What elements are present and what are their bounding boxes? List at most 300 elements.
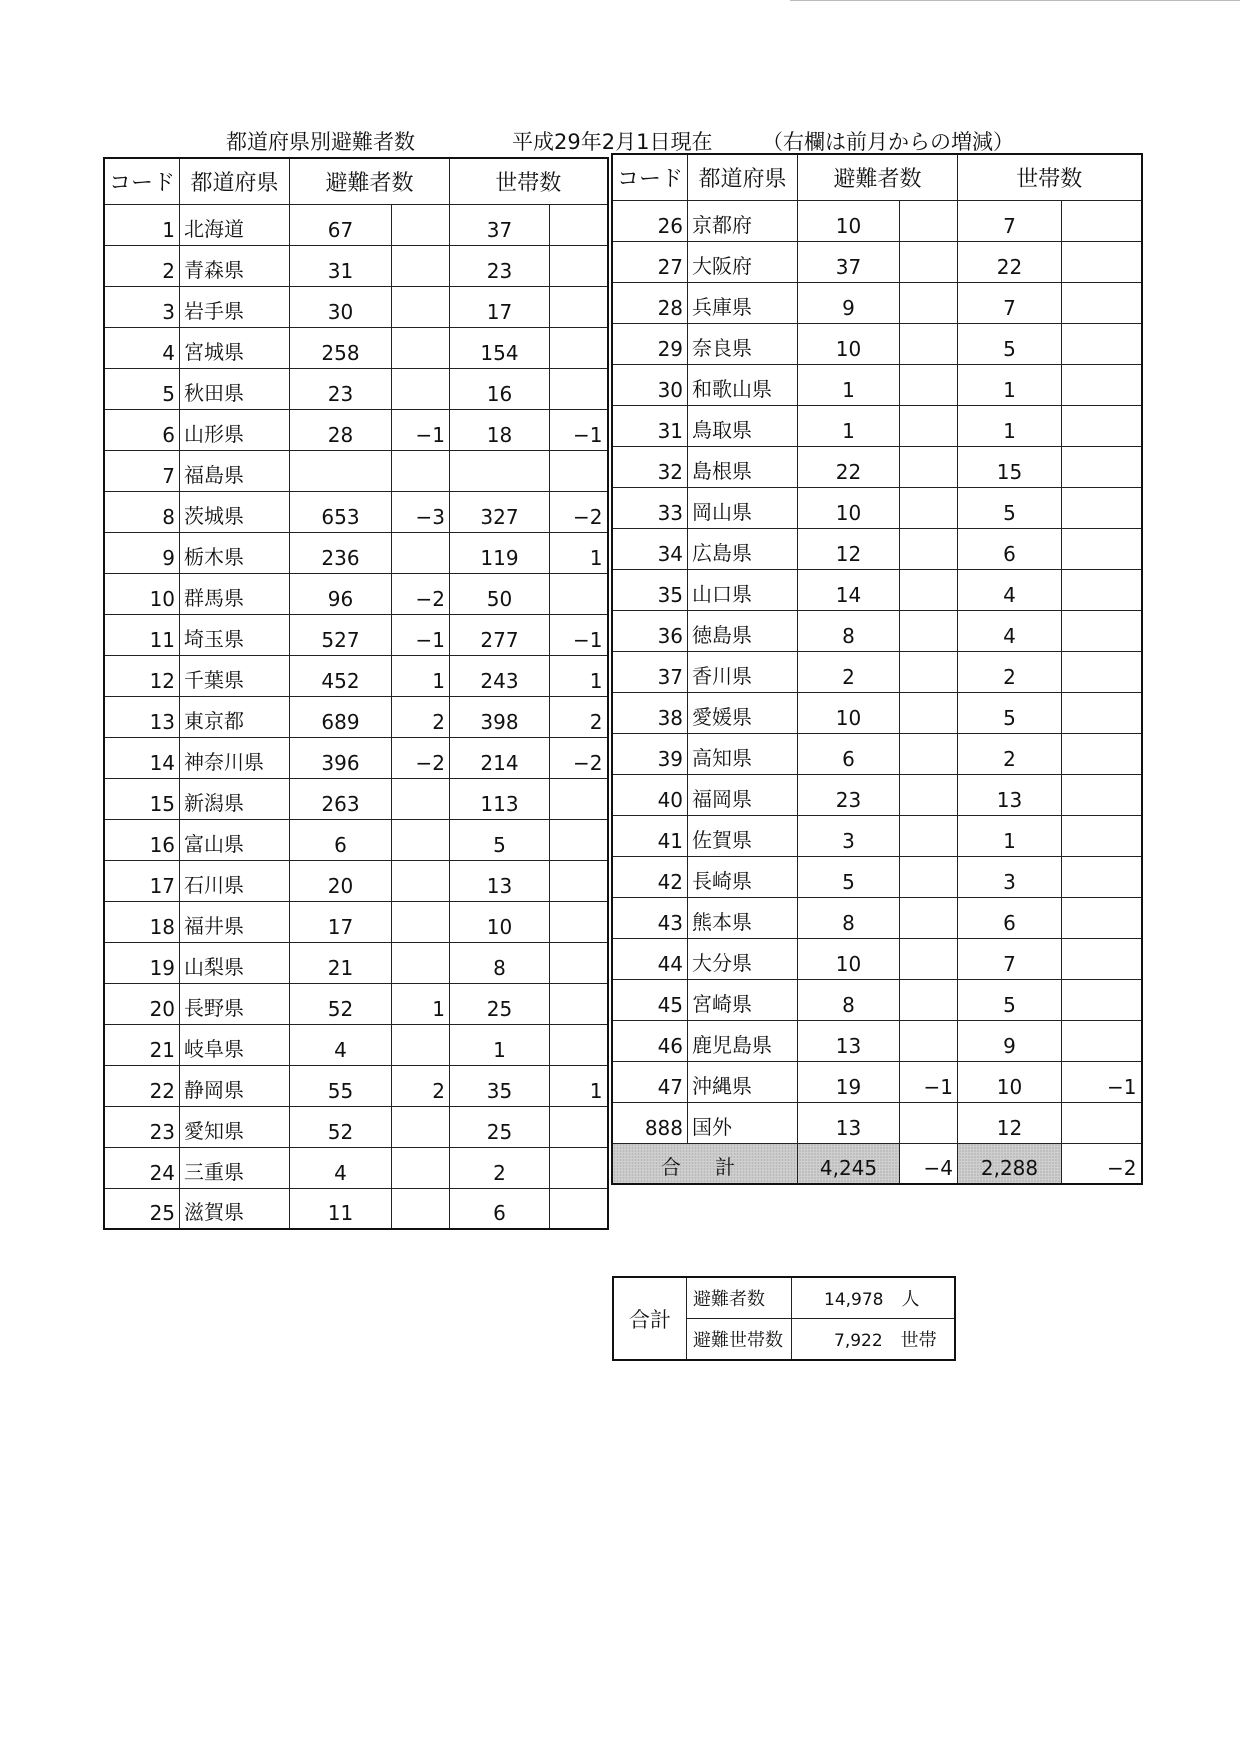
evacuees-change-cell: 1 [392, 655, 450, 696]
households-cell: 6 [958, 897, 1062, 938]
households-change-cell [550, 573, 608, 614]
code-cell: 31 [612, 405, 688, 446]
households-change-cell [1062, 364, 1142, 405]
evacuees-change-cell: 2 [392, 696, 450, 737]
table-row [104, 983, 608, 1024]
grand-total-households-label: 避難世帯数 [687, 1319, 792, 1361]
prefecture-cell: 青森県 [180, 245, 290, 286]
evacuees-cell: 67 [290, 204, 392, 245]
households-cell: 6 [958, 528, 1062, 569]
table-row [612, 364, 1142, 405]
evacuees-cell: 6 [798, 733, 900, 774]
code-cell: 38 [612, 692, 688, 733]
evacuees-change-cell [392, 1106, 450, 1147]
evacuees-cell: 10 [798, 692, 900, 733]
evacuees-change-cell [392, 1024, 450, 1065]
households-change-cell [1062, 1102, 1142, 1143]
households-change-cell: −1 [550, 409, 608, 450]
prefecture-cell: 鳥取県 [688, 405, 798, 446]
code-cell: 13 [104, 696, 180, 737]
prefecture-cell: 奈良県 [688, 323, 798, 364]
evacuees-change-cell [900, 282, 958, 323]
table-row [612, 446, 1142, 487]
table-row [104, 614, 608, 655]
evacuees-change-cell [900, 569, 958, 610]
households-change-cell: 1 [550, 1065, 608, 1106]
evacuees-cell: 4 [290, 1147, 392, 1188]
households-cell: 154 [450, 327, 550, 368]
evacuees-change-cell: −2 [392, 573, 450, 614]
households-cell: 35 [450, 1065, 550, 1106]
code-cell: 12 [104, 655, 180, 696]
code-cell: 16 [104, 819, 180, 860]
table-row [104, 696, 608, 737]
households-cell: 1 [450, 1024, 550, 1065]
evacuees-cell: 6 [290, 819, 392, 860]
evacuees-change-cell [900, 1020, 958, 1061]
evacuees-change-cell [392, 286, 450, 327]
table-row [612, 692, 1142, 733]
households-cell: 13 [958, 774, 1062, 815]
households-cell: 25 [450, 1106, 550, 1147]
households-cell: 5 [958, 487, 1062, 528]
households-change-cell [1062, 1020, 1142, 1061]
households-change-cell [550, 860, 608, 901]
prefecture-cell: 滋賀県 [180, 1188, 290, 1229]
households-change-cell: 2 [550, 696, 608, 737]
households-change-cell [550, 286, 608, 327]
prefecture-cell: 島根県 [688, 446, 798, 487]
evacuees-change-cell [900, 610, 958, 651]
table-row [612, 323, 1142, 364]
grand-total-evacuees-cell [792, 1277, 956, 1319]
code-cell: 9 [104, 532, 180, 573]
code-cell: 40 [612, 774, 688, 815]
evacuees-cell: 30 [290, 286, 392, 327]
prefecture-cell: 富山県 [180, 819, 290, 860]
scan-edge-line [790, 0, 1240, 1]
right-prefecture-table [611, 153, 1143, 1185]
document-header [0, 126, 1240, 156]
prefecture-cell: 東京都 [180, 696, 290, 737]
table-row [104, 1147, 608, 1188]
table-row [612, 487, 1142, 528]
document-title: 都道府県別避難者数 [226, 130, 415, 154]
evacuees-cell: 11 [290, 1188, 392, 1229]
prefecture-cell: 千葉県 [180, 655, 290, 696]
households-change-cell [550, 368, 608, 409]
households-cell: 5 [958, 323, 1062, 364]
prefecture-cell: 岐阜県 [180, 1024, 290, 1065]
evacuees-change-cell [392, 532, 450, 573]
households-cell: 8 [450, 942, 550, 983]
evacuees-change-cell [392, 860, 450, 901]
grand-total-households-value: 7,922 [834, 1331, 883, 1351]
households-cell: 277 [450, 614, 550, 655]
evacuees-cell: 14 [798, 569, 900, 610]
evacuees-cell: 31 [290, 245, 392, 286]
households-change-cell [1062, 241, 1142, 282]
prefecture-cell: 栃木県 [180, 532, 290, 573]
evacuees-change-cell [392, 368, 450, 409]
code-cell: 19 [104, 942, 180, 983]
table-row [612, 241, 1142, 282]
evacuees-change-cell: −2 [392, 737, 450, 778]
code-cell: 11 [104, 614, 180, 655]
evacuees-change-cell [392, 245, 450, 286]
code-cell: 23 [104, 1106, 180, 1147]
households-change-cell [550, 901, 608, 942]
households-change-cell [550, 1188, 608, 1229]
table-row [612, 282, 1142, 323]
table-row [104, 942, 608, 983]
header-evacuees: 避難者数 [290, 158, 450, 204]
evacuees-cell: 23 [290, 368, 392, 409]
evacuees-change-cell [900, 1102, 958, 1143]
prefecture-cell: 茨城県 [180, 491, 290, 532]
grand-total-evacuees-value: 14,978 [824, 1290, 884, 1310]
households-change-cell [1062, 692, 1142, 733]
evacuees-change-cell [392, 1147, 450, 1188]
evacuees-cell: 23 [798, 774, 900, 815]
evacuees-cell: 20 [290, 860, 392, 901]
households-change-cell [1062, 282, 1142, 323]
households-cell: 2 [958, 651, 1062, 692]
code-cell: 28 [612, 282, 688, 323]
table-row [612, 651, 1142, 692]
prefecture-cell: 鹿児島県 [688, 1020, 798, 1061]
code-cell: 10 [104, 573, 180, 614]
table-row [104, 491, 608, 532]
left-prefecture-table [103, 157, 609, 1230]
table-row [612, 979, 1142, 1020]
evacuees-change-cell: 2 [392, 1065, 450, 1106]
evacuees-cell: 10 [798, 323, 900, 364]
households-cell: 17 [450, 286, 550, 327]
households-cell: 25 [450, 983, 550, 1024]
document-note: （右欄は前月からの増減） [762, 130, 1014, 154]
evacuees-cell: 527 [290, 614, 392, 655]
table-row [612, 1020, 1142, 1061]
right-table-body [612, 200, 1142, 1143]
prefecture-cell: 岩手県 [180, 286, 290, 327]
evacuees-cell: 653 [290, 491, 392, 532]
households-cell: 214 [450, 737, 550, 778]
evacuees-change-cell [900, 241, 958, 282]
prefecture-cell: 福岡県 [688, 774, 798, 815]
evacuees-cell: 689 [290, 696, 392, 737]
households-change-cell [1062, 897, 1142, 938]
households-cell: 398 [450, 696, 550, 737]
subtotal-households-change: −2 [1062, 1143, 1142, 1184]
table-row [104, 368, 608, 409]
evacuees-change-cell [900, 323, 958, 364]
prefecture-cell: 埼玉県 [180, 614, 290, 655]
evacuees-cell: 452 [290, 655, 392, 696]
households-cell: 18 [450, 409, 550, 450]
prefecture-cell: 広島県 [688, 528, 798, 569]
header-prefecture: 都道府県 [688, 154, 798, 200]
evacuees-change-cell: −1 [900, 1061, 958, 1102]
households-change-cell: −1 [550, 614, 608, 655]
code-cell: 43 [612, 897, 688, 938]
evacuees-change-cell [900, 897, 958, 938]
households-change-cell: −2 [550, 737, 608, 778]
evacuees-cell: 37 [798, 241, 900, 282]
table-row [104, 1106, 608, 1147]
code-cell: 1 [104, 204, 180, 245]
subtotal-label: 合 計 [612, 1143, 798, 1184]
table-row [104, 860, 608, 901]
households-change-cell [1062, 569, 1142, 610]
households-change-cell [1062, 610, 1142, 651]
code-cell: 33 [612, 487, 688, 528]
left-table-body [104, 204, 608, 1229]
households-cell: 10 [958, 1061, 1062, 1102]
table-row [104, 1188, 608, 1229]
prefecture-cell: 徳島県 [688, 610, 798, 651]
evacuees-cell: 17 [290, 901, 392, 942]
grand-total-label: 合計 [613, 1277, 687, 1360]
evacuees-cell: 8 [798, 897, 900, 938]
evacuees-change-cell [900, 487, 958, 528]
prefecture-cell: 佐賀県 [688, 815, 798, 856]
households-change-cell [550, 819, 608, 860]
prefecture-cell: 熊本県 [688, 897, 798, 938]
households-cell: 2 [958, 733, 1062, 774]
households-cell: 243 [450, 655, 550, 696]
code-cell: 4 [104, 327, 180, 368]
households-cell: 23 [450, 245, 550, 286]
code-cell: 30 [612, 364, 688, 405]
households-change-cell [550, 778, 608, 819]
households-change-cell: 1 [550, 655, 608, 696]
evacuees-change-cell [392, 1188, 450, 1229]
households-cell: 13 [450, 860, 550, 901]
prefecture-cell: 山形県 [180, 409, 290, 450]
households-change-cell [550, 1147, 608, 1188]
prefecture-cell: 宮崎県 [688, 979, 798, 1020]
table-row [104, 778, 608, 819]
evacuees-cell: 236 [290, 532, 392, 573]
header-code: コード [104, 158, 180, 204]
table-header-row [612, 154, 1142, 200]
households-cell: 2 [450, 1147, 550, 1188]
table-row [104, 532, 608, 573]
header-evacuees: 避難者数 [798, 154, 958, 200]
evacuees-cell: 21 [290, 942, 392, 983]
households-cell: 1 [958, 815, 1062, 856]
prefecture-cell: 岡山県 [688, 487, 798, 528]
households-cell: 10 [450, 901, 550, 942]
households-change-cell [550, 245, 608, 286]
grand-total-evacuees-unit: 人 [901, 1289, 920, 1310]
households-cell: 1 [958, 364, 1062, 405]
evacuees-change-cell [900, 938, 958, 979]
households-change-cell [1062, 528, 1142, 569]
table-row [104, 1024, 608, 1065]
evacuees-cell: 12 [798, 528, 900, 569]
households-cell: 9 [958, 1020, 1062, 1061]
table-row [612, 733, 1142, 774]
households-change-cell [1062, 733, 1142, 774]
evacuees-change-cell [900, 815, 958, 856]
code-cell: 888 [612, 1102, 688, 1143]
prefecture-cell: 香川県 [688, 651, 798, 692]
households-change-cell [550, 1024, 608, 1065]
grand-total-households-cell [792, 1319, 956, 1361]
households-cell: 7 [958, 282, 1062, 323]
table-row [104, 286, 608, 327]
table-row [612, 774, 1142, 815]
code-cell: 22 [104, 1065, 180, 1106]
prefecture-cell: 兵庫県 [688, 282, 798, 323]
evacuees-change-cell [392, 204, 450, 245]
evacuees-cell: 28 [290, 409, 392, 450]
evacuees-cell: 258 [290, 327, 392, 368]
prefecture-cell: 大分県 [688, 938, 798, 979]
header-households: 世帯数 [958, 154, 1142, 200]
grand-total-evacuees-label: 避難者数 [687, 1277, 792, 1319]
code-cell: 29 [612, 323, 688, 364]
households-cell: 6 [450, 1188, 550, 1229]
prefecture-cell: 長崎県 [688, 856, 798, 897]
table-row [612, 815, 1142, 856]
table-row [104, 901, 608, 942]
households-change-cell [550, 983, 608, 1024]
households-cell [450, 450, 550, 491]
table-row [104, 450, 608, 491]
prefecture-cell: 秋田県 [180, 368, 290, 409]
evacuees-cell: 8 [798, 610, 900, 651]
evacuees-change-cell [900, 446, 958, 487]
code-cell: 5 [104, 368, 180, 409]
evacuees-cell: 10 [798, 938, 900, 979]
households-change-cell: −1 [1062, 1061, 1142, 1102]
prefecture-cell: 山口県 [688, 569, 798, 610]
households-cell: 4 [958, 610, 1062, 651]
subtotal-evacuees: 4,245 [798, 1143, 900, 1184]
evacuees-change-cell [900, 979, 958, 1020]
table-row [104, 204, 608, 245]
households-change-cell [1062, 938, 1142, 979]
code-cell: 15 [104, 778, 180, 819]
evacuees-cell: 9 [798, 282, 900, 323]
table-row [612, 200, 1142, 241]
evacuees-cell: 2 [798, 651, 900, 692]
evacuees-change-cell [900, 364, 958, 405]
prefecture-cell: 国外 [688, 1102, 798, 1143]
evacuees-cell: 3 [798, 815, 900, 856]
evacuees-cell: 55 [290, 1065, 392, 1106]
households-change-cell [550, 450, 608, 491]
table-row [612, 610, 1142, 651]
table-row [104, 409, 608, 450]
households-change-cell [1062, 856, 1142, 897]
code-cell: 41 [612, 815, 688, 856]
households-cell: 15 [958, 446, 1062, 487]
evacuees-cell: 19 [798, 1061, 900, 1102]
evacuees-change-cell [392, 778, 450, 819]
table-row [612, 528, 1142, 569]
households-cell: 7 [958, 200, 1062, 241]
evacuees-cell: 10 [798, 487, 900, 528]
households-change-cell [1062, 651, 1142, 692]
evacuees-cell: 4 [290, 1024, 392, 1065]
prefecture-cell: 新潟県 [180, 778, 290, 819]
table-row [104, 655, 608, 696]
households-change-cell [1062, 446, 1142, 487]
code-cell: 47 [612, 1061, 688, 1102]
code-cell: 39 [612, 733, 688, 774]
prefecture-cell: 三重県 [180, 1147, 290, 1188]
code-cell: 26 [612, 200, 688, 241]
code-cell: 25 [104, 1188, 180, 1229]
evacuees-change-cell [392, 901, 450, 942]
code-cell: 37 [612, 651, 688, 692]
prefecture-cell: 静岡県 [180, 1065, 290, 1106]
code-cell: 35 [612, 569, 688, 610]
households-cell: 37 [450, 204, 550, 245]
code-cell: 45 [612, 979, 688, 1020]
grand-total-households-unit: 世帯 [900, 1330, 937, 1351]
code-cell: 24 [104, 1147, 180, 1188]
households-cell: 16 [450, 368, 550, 409]
code-cell: 36 [612, 610, 688, 651]
evacuees-cell: 22 [798, 446, 900, 487]
households-cell: 1 [958, 405, 1062, 446]
evacuees-change-cell [900, 856, 958, 897]
households-change-cell [550, 942, 608, 983]
code-cell: 27 [612, 241, 688, 282]
households-cell: 5 [958, 979, 1062, 1020]
subtotal-households: 2,288 [958, 1143, 1062, 1184]
prefecture-cell: 福島県 [180, 450, 290, 491]
table-row [612, 1102, 1142, 1143]
evacuees-cell: 13 [798, 1102, 900, 1143]
code-cell: 42 [612, 856, 688, 897]
code-cell: 14 [104, 737, 180, 778]
households-cell: 3 [958, 856, 1062, 897]
table-row [104, 1065, 608, 1106]
evacuees-change-cell [900, 733, 958, 774]
code-cell: 34 [612, 528, 688, 569]
document-date: 平成29年2月1日現在 [512, 130, 713, 154]
header-households: 世帯数 [450, 158, 608, 204]
subtotal-row [612, 1143, 1142, 1184]
households-cell: 12 [958, 1102, 1062, 1143]
evacuees-cell: 52 [290, 1106, 392, 1147]
evacuees-cell: 263 [290, 778, 392, 819]
prefecture-cell: 福井県 [180, 901, 290, 942]
code-cell: 21 [104, 1024, 180, 1065]
households-cell: 7 [958, 938, 1062, 979]
evacuees-cell: 1 [798, 364, 900, 405]
table-row [104, 737, 608, 778]
prefecture-cell: 大阪府 [688, 241, 798, 282]
code-cell: 32 [612, 446, 688, 487]
table-row [612, 405, 1142, 446]
households-change-cell [550, 204, 608, 245]
evacuees-change-cell [392, 450, 450, 491]
evacuees-change-cell [900, 528, 958, 569]
prefecture-cell: 山梨県 [180, 942, 290, 983]
table-row [104, 819, 608, 860]
households-change-cell [550, 1106, 608, 1147]
households-cell: 5 [958, 692, 1062, 733]
households-cell: 4 [958, 569, 1062, 610]
code-cell: 8 [104, 491, 180, 532]
